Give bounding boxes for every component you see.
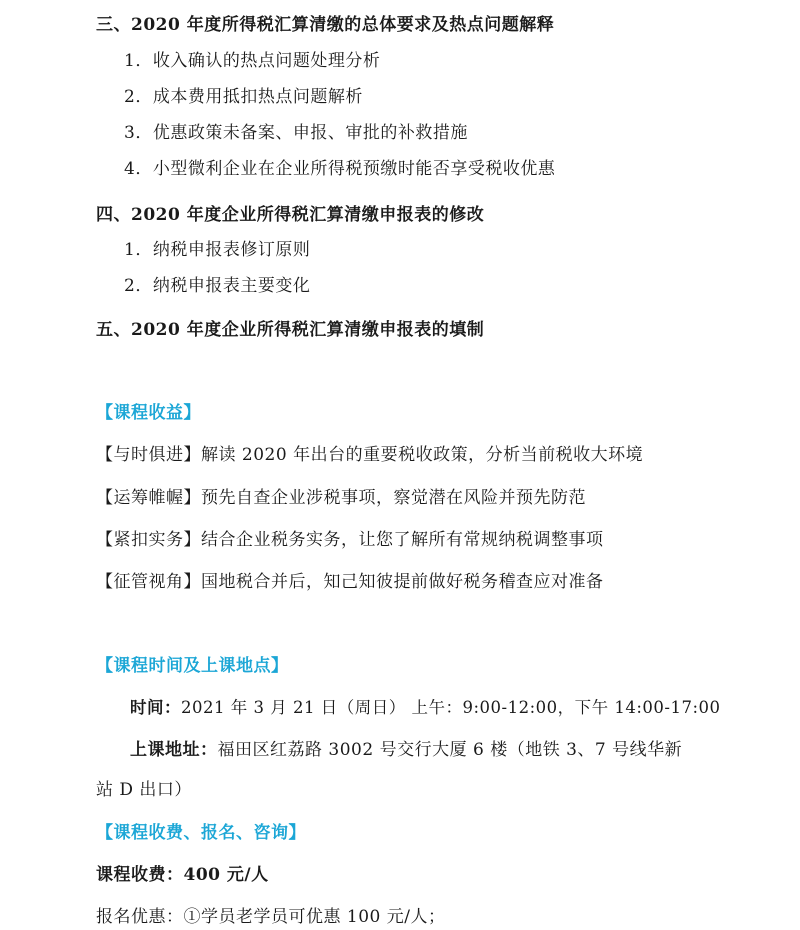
benefit-item bbox=[96, 486, 586, 510]
benefit-text: 结合企业税务实务，让您了解所有常规纳税调整事项 bbox=[201, 530, 604, 550]
schedule-place bbox=[130, 738, 682, 762]
benefit-item bbox=[96, 443, 643, 467]
benefit-item bbox=[96, 570, 604, 594]
benefit-text: 预先自查企业涉税事项，察觉潜在风险并预先防范 bbox=[201, 488, 586, 508]
fees-heading: 【课程收费、报名、咨询】 bbox=[96, 823, 306, 843]
schedule-time bbox=[130, 696, 721, 720]
schedule-place-continued: 站 D 出口） bbox=[96, 780, 192, 800]
time-label: 时间： bbox=[130, 698, 181, 717]
fee-label: 课程收费： bbox=[96, 865, 184, 885]
section-3-item-3: 3．优惠政策未备案、申报、审批的补救措施 bbox=[124, 123, 468, 143]
benefit-tag: 【征管视角】 bbox=[96, 572, 201, 592]
benefit-tag: 【紧扣实务】 bbox=[96, 530, 201, 550]
section-4-item-1: 1．纳税申报表修订原则 bbox=[124, 240, 311, 260]
benefit-item bbox=[96, 528, 604, 552]
benefit-tag: 【与时俱进】 bbox=[96, 445, 201, 465]
section-4-item-2: 2．纳税申报表主要变化 bbox=[124, 276, 311, 296]
fee-value: 400 元/人 bbox=[183, 865, 269, 885]
section-5-title: 五、2020 年度企业所得税汇算清缴申报表的填制 bbox=[96, 320, 485, 340]
section-3-item-4: 4．小型微利企业在企业所得税预缴时能否享受税收优惠 bbox=[124, 159, 556, 179]
benefits-heading: 【课程收益】 bbox=[96, 403, 201, 423]
time-value: 2021 年 3 月 21 日（周日） 上午：9:00-12:00，下午 14:00-17:00 bbox=[181, 698, 721, 717]
place-label: 上课地址： bbox=[130, 740, 218, 760]
course-fee bbox=[96, 863, 269, 887]
section-3-title: 三、2020 年度所得税汇算清缴的总体要求及热点问题解释 bbox=[96, 15, 555, 35]
section-4-title: 四、2020 年度企业所得税汇算清缴申报表的修改 bbox=[96, 205, 485, 225]
benefit-text: 国地税合并后，知己知彼提前做好税务稽查应对准备 bbox=[201, 572, 604, 592]
benefit-tag: 【运筹帷幄】 bbox=[96, 488, 201, 508]
discount-line: 报名优惠：①学员老学员可优惠 100 元/人； bbox=[96, 907, 446, 927]
section-3-item-1: 1．收入确认的热点问题处理分析 bbox=[124, 51, 381, 71]
schedule-heading: 【课程时间及上课地点】 bbox=[96, 656, 289, 676]
benefit-text: 解读 2020 年出台的重要税收政策，分析当前税收大环境 bbox=[201, 445, 644, 465]
place-value: 福田区红荔路 3002 号交行大厦 6 楼（地铁 3、7 号线华新 bbox=[217, 740, 683, 760]
section-3-item-2: 2．成本费用抵扣热点问题解析 bbox=[124, 87, 363, 107]
